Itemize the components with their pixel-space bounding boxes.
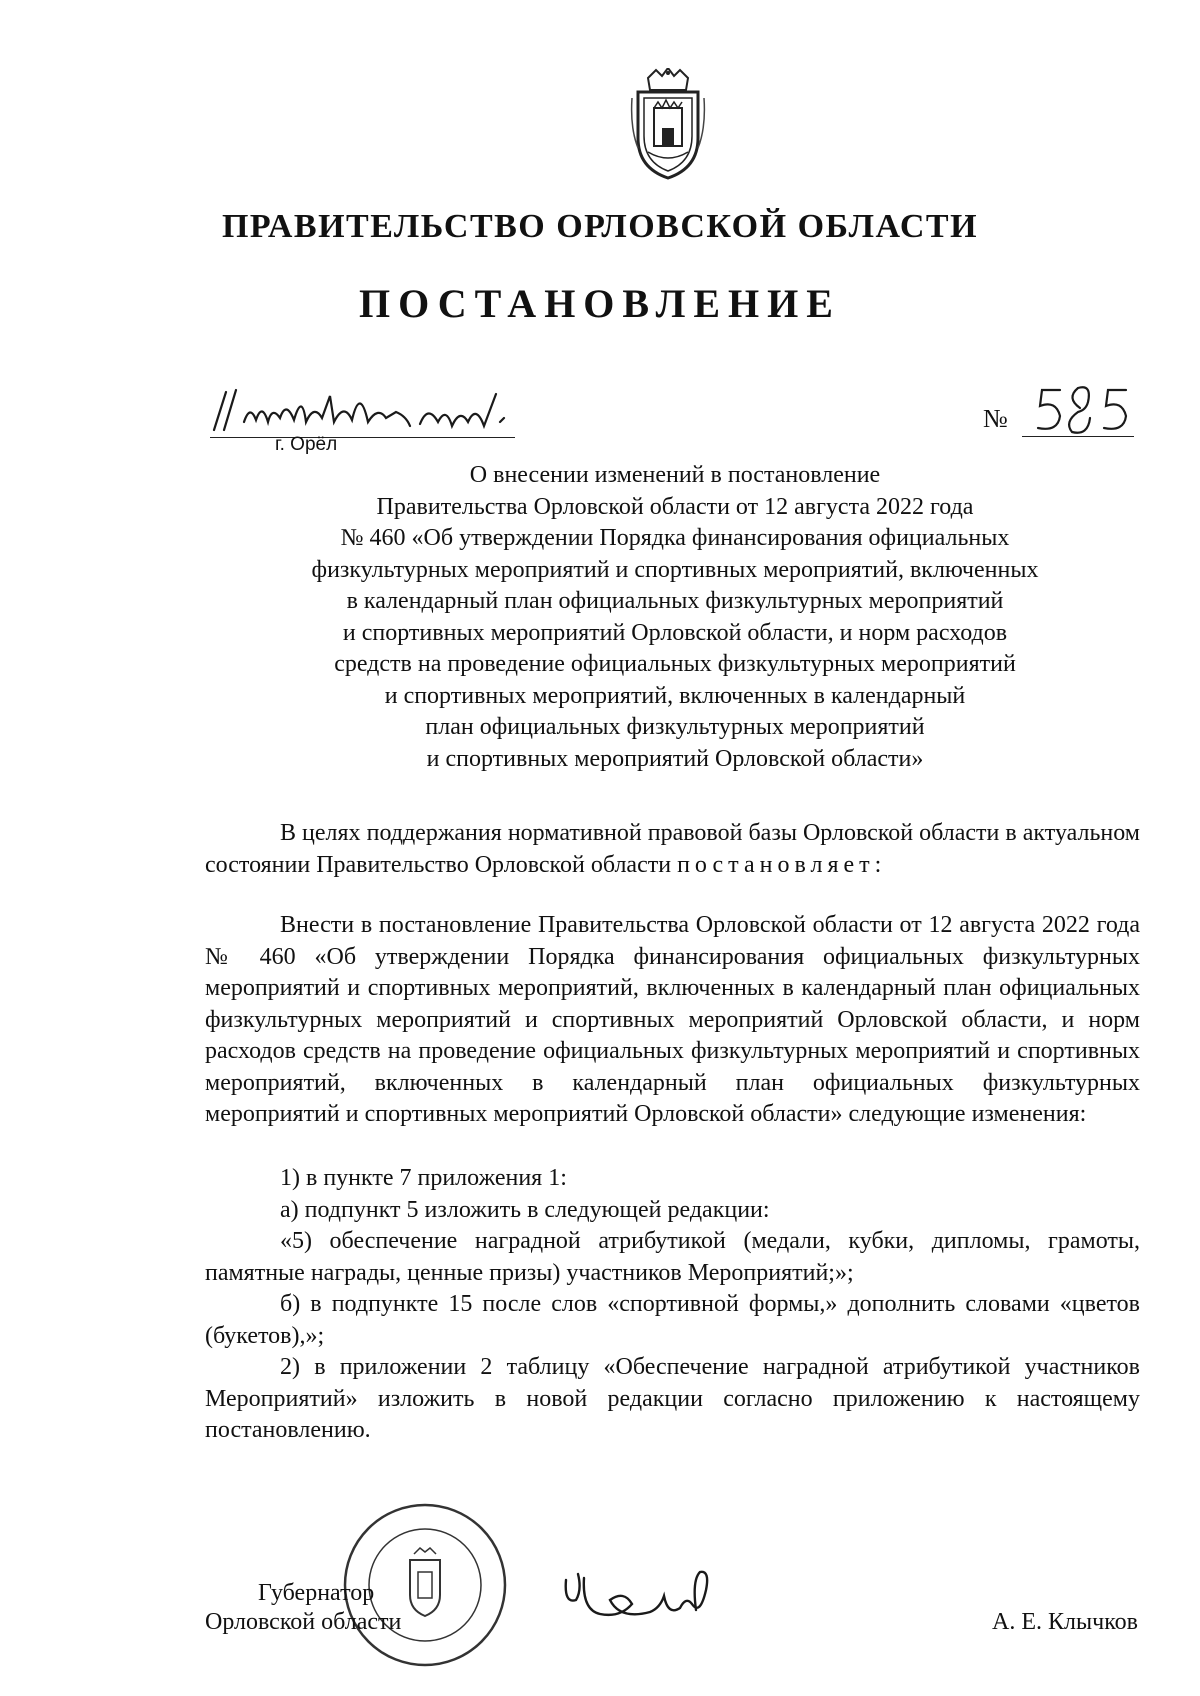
subject-line: Правительства Орловской области от 12 августа 2022 года <box>376 493 974 520</box>
subject-line: № 460 «Об утверждении Порядка финансирования официальных <box>340 525 1010 551</box>
handwritten-signature <box>560 1560 720 1640</box>
intro-text: В целях поддержания нормативной правовой базы Орловской области в актуальном состоянии Правительство Орловской области <box>205 820 1140 878</box>
item-1a-text: а) подпункт 5 изложить в следующей редакции: <box>280 1197 770 1223</box>
main-paragraph <box>205 910 1140 1131</box>
subject-line: и спортивных мероприятий Орловской области, и норм расходов <box>342 619 1008 646</box>
signatory-position-line2: Орловской области <box>205 1609 402 1635</box>
organization-title: ПРАВИТЕЛЬСТВО ОРЛОВСКОЙ ОБЛАСТИ <box>221 208 979 245</box>
item-2-text: 2) в приложении 2 таблицу «Обеспечение наградной атрибутикой участников Мероприятий» изложить в новой редакции согласно приложению к настоящему постановлению. <box>205 1354 1140 1443</box>
handwritten-date <box>210 382 515 442</box>
number-sign: № <box>983 404 1008 433</box>
subject-line: и спортивных мероприятий, включенных в календарный <box>384 682 966 709</box>
subject-line: план официальных физкультурных мероприятий <box>425 714 925 740</box>
item-1a-quote <box>205 1226 1140 1289</box>
number-underline <box>1022 436 1134 437</box>
item-1b <box>205 1289 1140 1352</box>
item-1-text: 1) в пункте 7 приложения 1: <box>280 1165 567 1191</box>
document-type-heading: ПОСТАНОВЛЕНИЕ <box>359 281 841 326</box>
item-1 <box>205 1163 1140 1195</box>
document-subject <box>210 460 1140 775</box>
date-underline <box>210 437 515 438</box>
subject-line: и спортивных мероприятий Орловской области» <box>426 745 924 772</box>
item-2 <box>205 1352 1140 1447</box>
intro-paragraph <box>205 818 1140 881</box>
subject-line: О внесении изменений в постановление <box>469 462 881 488</box>
main-text: Внести в постановление Правительства Орловской области от 12 августа 2022 года № 460 «Об утверждении Порядка финансирования официальных физкультурных мероприятий и спортивных мероприятий, включенных в календарный план официальных физкультурных мероприятий и спортивных мероприятий Орловской области, и норм расходов средств на проведение официальных физкультурных мероприятий и спортивных мероприятий, включенных в календарный план официальных физкультурных мероприятий и спортивных мероприятий Орловской области» следующие изменения: <box>205 912 1140 1127</box>
item-1b-text: б) в подпункте 15 после слов «спортивной формы,» дополнить словами «цветов (букетов),»; <box>205 1291 1140 1349</box>
subject-line: средств на проведение официальных физкультурных мероприятий <box>334 651 1016 677</box>
item-1a <box>205 1195 1140 1227</box>
subject-line: в календарный план официальных физкультурных мероприятий <box>346 588 1004 614</box>
subject-line: физкультурных мероприятий и спортивных мероприятий, включенных <box>311 556 1039 583</box>
signatory-position-line1: Губернатор <box>258 1580 375 1606</box>
coat-of-arms-emblem <box>628 68 708 180</box>
city: г. Орёл <box>275 434 338 455</box>
intro-verb: постановляет: <box>677 851 887 878</box>
signatory-name: А. Е. Клычков <box>992 1609 1138 1635</box>
item-1a-quote-text: «5) обеспечение наградной атрибутикой (медали, кубки, дипломы, грамоты, памятные награды, ценные призы) участников Мероприятий;»; <box>205 1228 1140 1286</box>
handwritten-number <box>1030 378 1135 438</box>
